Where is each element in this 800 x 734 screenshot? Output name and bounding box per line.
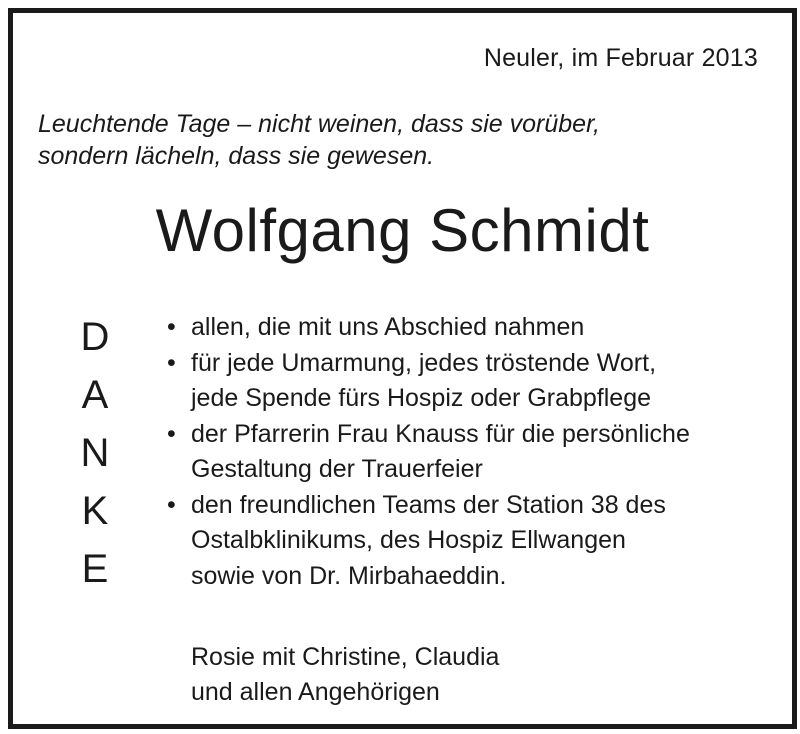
quote-line-1: Leuchtende Tage – nicht weinen, dass sie vorüber, [38,110,600,138]
thanks-list [161,310,690,594]
memorial-quote [38,108,600,172]
deceased-name: Wolfgang Schmidt [155,197,650,264]
dateline: Neuler, im Februar 2013 [483,44,758,72]
thanks-line: allen, die mit uns Abschied nahmen [191,313,585,341]
quote-line-2: sondern lächeln, dass sie gewesen. [38,142,435,170]
danke-letter: N [80,431,110,475]
bullet-icon: • [167,490,176,519]
obituary-notice [8,8,797,729]
thanks-line: den freundlichen Teams der Station 38 des [191,490,666,519]
danke-vertical-word [75,308,115,598]
thanks-line: jede Spende fürs Hospiz oder Grabpflege [191,384,652,412]
thanks-line: für jede Umarmung, jedes tröstende Wort, [191,348,657,377]
bullet-icon: • [167,348,176,377]
thanks-item [161,310,690,346]
thanks-item [161,346,690,417]
thanks-line: sowie von Dr. Mirbahaeddin. [191,561,507,590]
thanks-line: der Pfarrerin Frau Knauss für die persönliche [191,419,690,448]
danke-letter: A [81,373,109,417]
signature [191,640,499,710]
bullet-icon: • [167,419,176,448]
bullet-icon: • [167,313,176,341]
thanks-item [161,488,690,595]
thanks-line: Gestaltung der Trauerfeier [191,455,483,483]
thanks-item [161,417,690,488]
signature-line-1: Rosie mit Christine, Claudia [191,643,500,671]
danke-letter: E [81,547,109,591]
danke-letter: D [80,315,110,359]
danke-letter: K [81,489,109,533]
signature-line-2: und allen Angehörigen [191,678,440,706]
thanks-line: Ostalbklinikums, des Hospiz Ellwangen [191,526,626,554]
